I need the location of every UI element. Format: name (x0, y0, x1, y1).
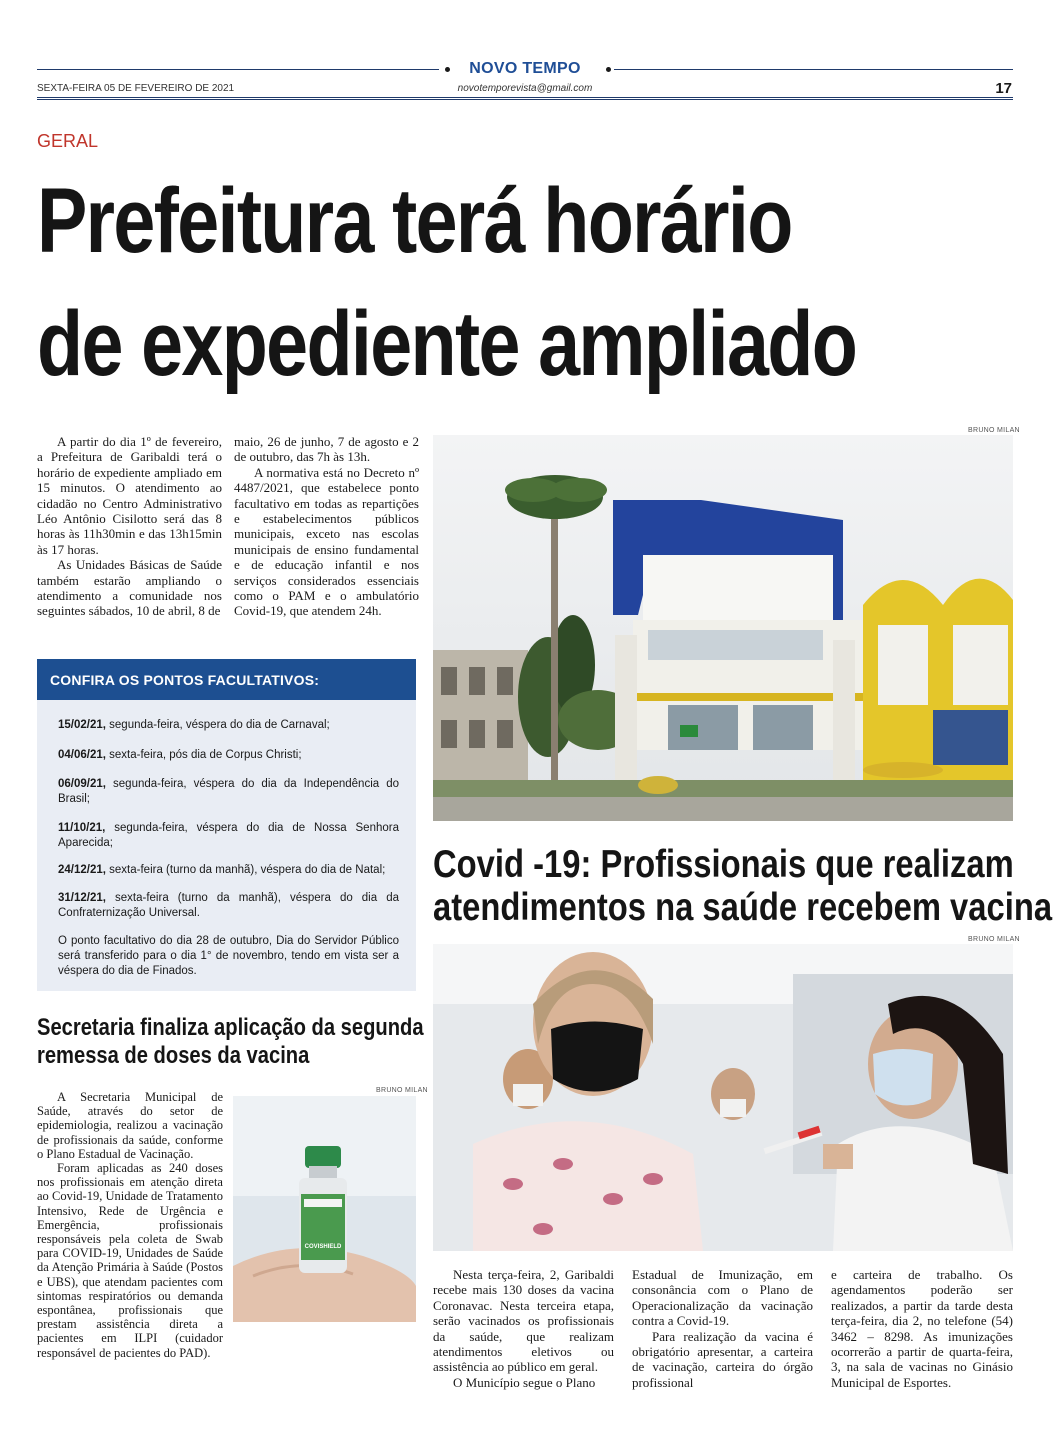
article3-paragraph: e carteira de trabalho. Os agendamentos poderão ser realizados, a partir da tarde desta terça-feira, dia 2, no telefone (54) 3462 – 8298. As imunizações ocorrerão a partir de quarta-feira, 3, na sala de vacinas no Ginásio Municipal de Esportes. (831, 1267, 1013, 1390)
box-item-text: sexta-feira, pós dia de Corpus Christi; (105, 749, 302, 761)
article3-paragraph: O Município segue o Plano (453, 1374, 596, 1390)
masthead-rule-left (37, 69, 439, 70)
photo-credit: BRUNO MILAN (376, 1087, 428, 1094)
secretaria-headline-line-2: remessa de doses da vacina (37, 1042, 310, 1069)
box-item (58, 891, 399, 921)
box-item-date: 15/02/21, (58, 719, 106, 731)
building-photo (433, 435, 1013, 821)
box-item-text: sexta-feira (turno da manhã), véspera do dia da Confraternização Universal. (58, 892, 399, 919)
box-item (58, 863, 399, 878)
masthead-email[interactable]: novotemporevista@gmail.com (457, 83, 593, 94)
box-header (37, 659, 416, 700)
box-item (58, 718, 399, 733)
headline-line-1: Prefeitura terá horário (37, 170, 792, 272)
box-item-text: segunda-feira, véspera do dia de Carnaval; (105, 719, 330, 731)
article3-paragraph: Nesta terça-feira, 2, Garibaldi recebe mais 130 doses da vacina Coronavac. Nesta terceira etapa, serão vacinados os profissionais da saúde, que realizam atendimentos eletivos ou assistência ao público em geral. (433, 1267, 614, 1375)
article1-paragraph: maio, 26 de junho, 7 de agosto e 2 de outubro, das 7h às 13h. (234, 434, 419, 465)
vaccination-photo (433, 944, 1013, 1251)
article3-col1 (433, 1267, 614, 1390)
photo-credit: BRUNO MILAN (968, 427, 1020, 434)
masthead-rule-right (614, 69, 1013, 70)
box-item (58, 777, 399, 807)
article2-paragraph: A Secretaria Municipal de Saúde, através do setor de epidemiologia, realizou a vacinação de profissionais da saúde, conforme o Plano Estadual de Vacinação. (37, 1090, 223, 1161)
page-number: 17 (995, 80, 1012, 97)
article3-paragraph: Estadual de Imunização, em consonância com o Plano de Operacionalização da vacinação contra a Covid-19. (632, 1267, 813, 1329)
masthead-dot-right (606, 67, 611, 72)
box-item-date: 04/06/21, (58, 749, 106, 761)
article3-col3 (831, 1267, 1013, 1390)
headline-line-2: de expediente ampliado (37, 293, 857, 395)
article3-paragraph: Para realização da vacina é obrigatório apresentar, a carteira de vacinação, carteira do órgão profissional (632, 1328, 813, 1390)
masthead-date: SEXTA-FEIRA 05 DE FEVEREIRO DE 2021 (37, 83, 235, 94)
article2-col1 (37, 1090, 223, 1360)
secretaria-headline-line-1: Secretaria finaliza aplicação da segunda (37, 1014, 424, 1041)
box-item-date: 11/10/21, (58, 822, 106, 834)
box-item (58, 748, 399, 763)
covid-headline-line-2: atendimentos na saúde recebem vacina (433, 886, 1053, 929)
vial-label-brand: COVISHIELD (304, 1244, 342, 1250)
article1-col1 (37, 434, 222, 619)
vaccination-scene-image (433, 944, 1013, 1251)
article1-col2 (234, 434, 419, 619)
box-item-date: 31/12/21, (58, 892, 106, 904)
box-item-text: segunda-feira, véspera do dia de Nossa Senhora Aparecida; (58, 822, 399, 849)
vaccine-vial-image (233, 1096, 416, 1322)
header-divider (37, 97, 1013, 100)
box-title: CONFIRA OS PONTOS FACULTATIVOS: (50, 672, 320, 688)
vial-photo (233, 1096, 416, 1322)
masthead-title: NOVO TEMPO (469, 60, 581, 77)
city-hall-building-image (433, 435, 1013, 821)
article1-paragraph: A normativa está no Decreto nº 4487/2021, que estabelece ponto facultativo em todas as repartições e estabelecimentos públicos municipais, exceto nas escolas municipais de ensino fundamental e de educação infantil e nos serviços considerados essenciais como o PAM e o ambulatório Covid-19, que atendem 24h. (234, 464, 419, 619)
box-item-text: sexta-feira (turno da manhã), véspera do dia de Natal; (105, 864, 386, 876)
article1-paragraph: As Unidades Básicas de Saúde também estarão ampliando o atendimento a comunidade nos seguintes sábados, 10 de abril, 8 de (37, 557, 222, 619)
section-tag: GERAL (37, 131, 99, 151)
box-item-text: segunda-feira, véspera do dia da Independência do Brasil; (58, 778, 399, 805)
pontos-facultativos-box (37, 659, 416, 991)
article1-paragraph: A partir do dia 1º de fevereiro, a Prefeitura de Garibaldi terá o horário de expediente ampliado em 15 minutos. O atendimento ao cidadão no Centro Administrativo Léo Antônio Cisilotto será das 8 horas às 11h30min e das 13h15min às 17 horas. (37, 434, 222, 557)
box-note: O ponto facultativo do dia 28 de outubro, Dia do Servidor Público será transferido para o dia 1° de novembro, tendo em vista ser a véspera do dia de Finados. (58, 935, 399, 977)
article3-col2 (632, 1267, 813, 1390)
box-item (58, 821, 399, 851)
article2-paragraph: Foram aplicadas as 240 doses nos profissionais em atenção direta ao Covid-19, Unidade de Tratamento Intensivo, Rede de Urgência e Emergência, profissionais responsáveis pela coleta de Swab para COVID-19, Unidades de Saúde da Atenção Primária à Saúde (Postos e UBS), que atendam pacientes com sintomas respiratórios ou demanda espontânea, profissionais que prestam assistência direta a pacientes em ILPI (cuidador responsável de pacientes do PAD). (37, 1161, 223, 1360)
box-item-date: 24/12/21, (58, 864, 106, 876)
covid-headline-line-1: Covid -19: Profissionais que realizam (433, 843, 1014, 886)
box-item-date: 06/09/21, (58, 778, 106, 790)
photo-credit: BRUNO MILAN (968, 936, 1020, 943)
